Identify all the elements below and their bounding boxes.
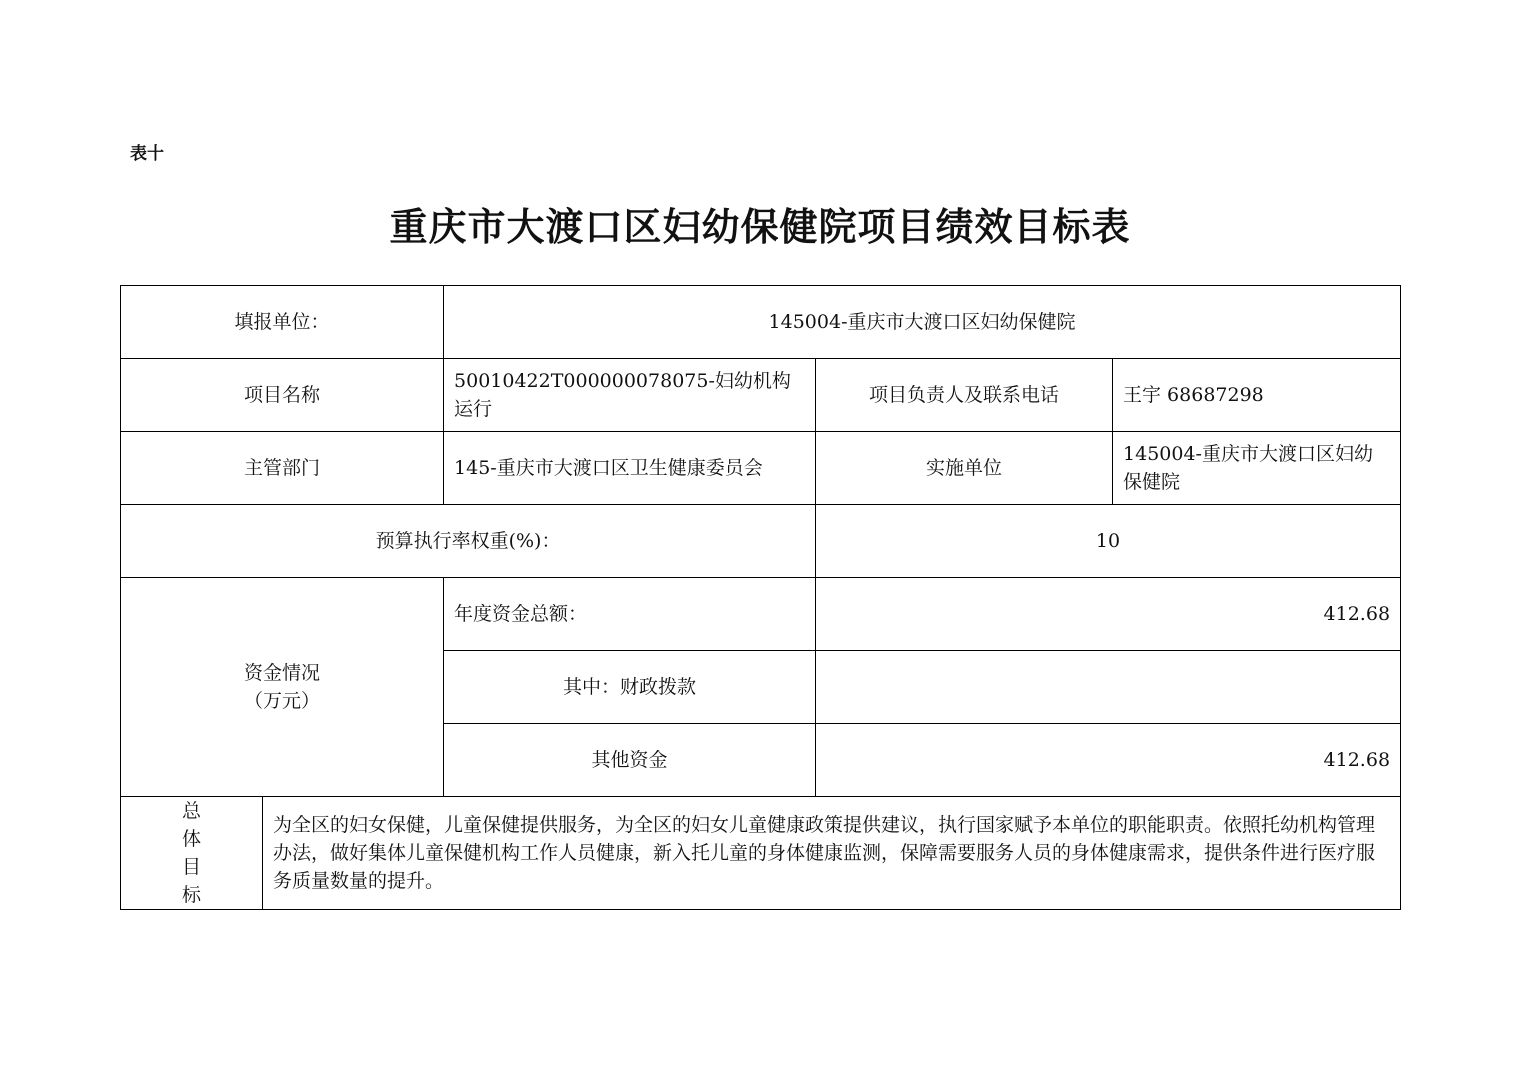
annual-total-label: 年度资金总额：: [444, 578, 816, 651]
project-leader-label: 项目负责人及联系电话: [816, 359, 1113, 432]
funds-label-line2: （万元）: [244, 690, 321, 712]
goal-label-char: 体: [181, 828, 201, 850]
fiscal-funds-label: 其中：财政拨款: [444, 651, 816, 724]
implementing-unit-value: 145004-重庆市大渡口区妇幼保健院: [1113, 432, 1401, 505]
overall-goal-label: [121, 797, 263, 910]
budget-rate-label: 预算执行率权重(%)：: [121, 505, 816, 578]
reporting-unit-value: 145004-重庆市大渡口区妇幼保健院: [444, 286, 1401, 359]
implementing-unit-label: 实施单位: [816, 432, 1113, 505]
row-project-name: [121, 359, 1401, 432]
project-name-label: 项目名称: [121, 359, 444, 432]
fiscal-funds-value: [816, 651, 1401, 724]
project-name-value: 50010422T000000078075-妇幼机构运行: [444, 359, 816, 432]
performance-goals-table: [120, 285, 1401, 910]
goal-label-char: 目: [181, 856, 201, 878]
reporting-unit-label: 填报单位：: [121, 286, 444, 359]
other-funds-label: 其他资金: [444, 724, 816, 797]
department-label: 主管部门: [121, 432, 444, 505]
funds-label: [121, 578, 444, 797]
budget-rate-value: 10: [816, 505, 1401, 578]
form-number-label: 表十: [130, 144, 164, 164]
goal-label-char: 总: [181, 800, 201, 822]
overall-goal-text: 为全区的妇女保健，儿童保健提供服务，为全区的妇女儿童健康政策提供建议，执行国家赋予本单位的职能职责。依照托幼机构管理办法，做好集体儿童保健机构工作人员健康，新入托儿童的身体健康监测，保障需要服务人员的身体健康需求，提供条件进行医疗服务质量数量的提升。: [263, 797, 1401, 910]
row-reporting-unit: [121, 286, 1401, 359]
row-budget-rate: [121, 505, 1401, 578]
funds-label-line1: 资金情况: [244, 662, 321, 684]
other-funds-value: 412.68: [816, 724, 1401, 797]
row-overall-goal: [121, 797, 1401, 910]
department-value: 145-重庆市大渡口区卫生健康委员会: [444, 432, 816, 505]
project-leader-value: 王宇 68687298: [1113, 359, 1401, 432]
goal-label-char: 标: [181, 884, 201, 906]
annual-total-value: 412.68: [816, 578, 1401, 651]
row-annual-total: [121, 578, 1401, 651]
row-department: [121, 432, 1401, 505]
page-title: 重庆市大渡口区妇幼保健院项目绩效目标表: [389, 204, 1131, 249]
